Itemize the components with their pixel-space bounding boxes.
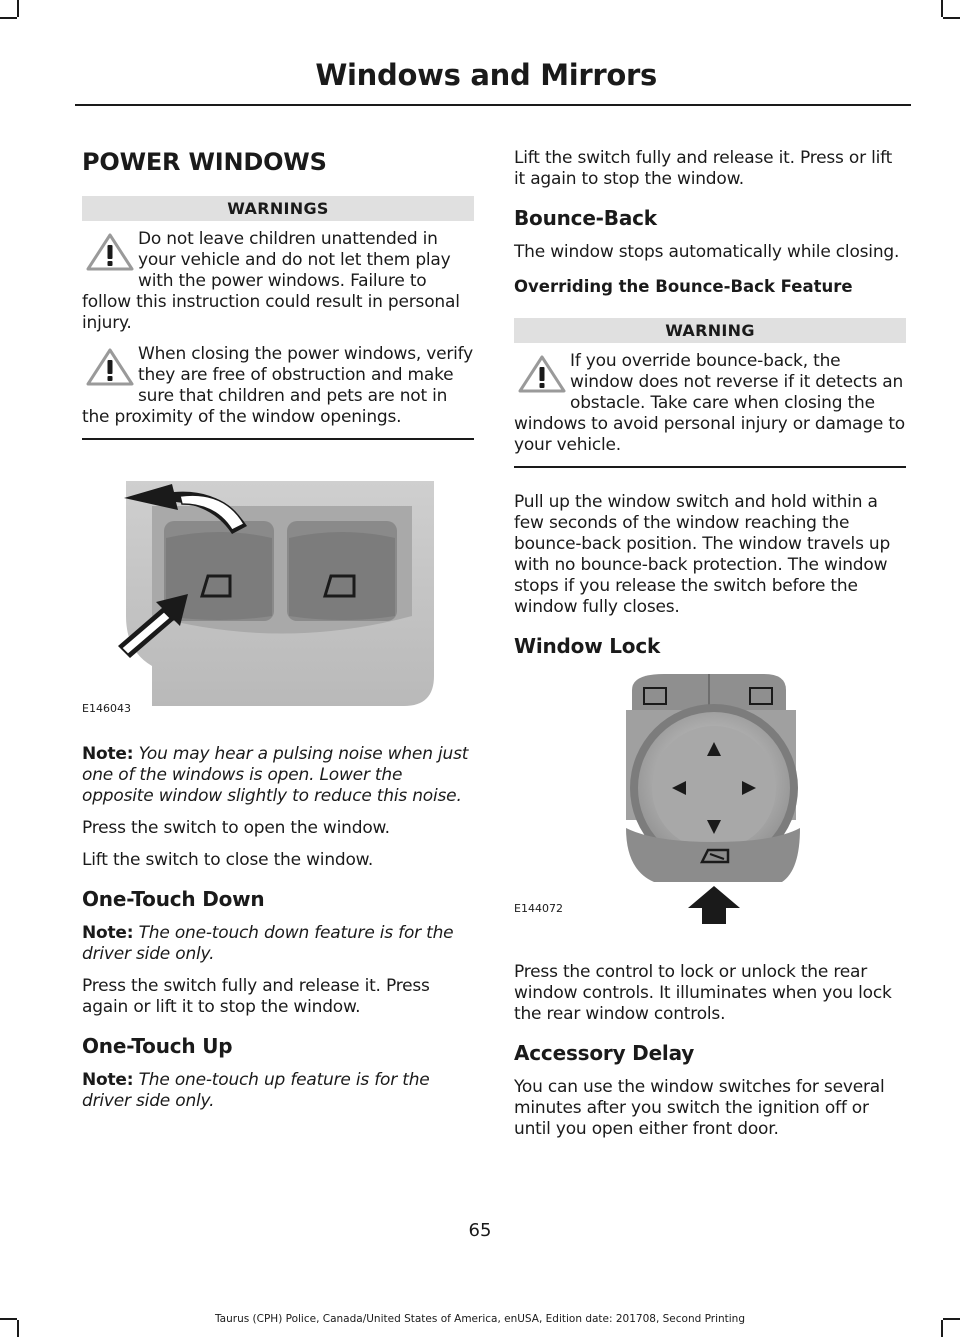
window-lock-illustration [514, 670, 906, 950]
subheading-override-bounce-back: Overriding the Bounce-Back Feature [514, 277, 853, 296]
page-header-title: Windows and Mirrors [315, 58, 657, 92]
right-column [514, 148, 906, 1151]
figure-code: E146043 [82, 701, 131, 715]
section-heading-power-windows: POWER WINDOWS [82, 148, 327, 176]
note-paragraph: Note: The one-touch up feature is for the driver side only. [82, 1069, 430, 1111]
window-switch-illustration [82, 466, 474, 728]
body-paragraph: Press the switch to open the window. [82, 817, 390, 838]
left-column [82, 140, 474, 1123]
crop-mark [941, 0, 943, 17]
subheading-bounce-back: Bounce-Back [514, 206, 657, 230]
subheading-window-lock: Window Lock [514, 633, 661, 658]
warning-item: Do not leave children unattended in your vehicle and do not let them play with the power windows. Failure to follow this instruction could result in personal injury. [82, 229, 460, 333]
body-paragraph: Lift the switch to close the window. [82, 849, 374, 870]
warning-divider [82, 438, 474, 440]
note-paragraph: Note: The one-touch down feature is for the driver side only. [82, 922, 454, 964]
crop-mark [17, 0, 19, 17]
page-footer: Taurus (CPH) Police, Canada/United States of America, enUSA, Edition date: 201708, Second Printing [215, 1313, 745, 1325]
body-paragraph: Press the control to lock or unlock the rear window controls. It illuminates when you lock the rear window controls. [514, 961, 892, 1024]
note-paragraph: Note: You may hear a pulsing noise when just one of the windows is open. Lower the opposite window slightly to reduce this noise. [82, 743, 469, 806]
warning-item: When closing the power windows, verify they are free of obstruction and make sure that children and pets are not in the proximity of the window openings. [82, 344, 474, 427]
page-number: 65 [468, 1220, 492, 1241]
warning-divider [514, 466, 906, 468]
body-paragraph: Pull up the window switch and hold within a few seconds of the window reaching the bounce-back position. The window travels up with no bounce-back protection. The window stops if you release the switch before the window fully closes. [514, 491, 891, 617]
figure-code: E144072 [514, 901, 563, 915]
body-paragraph: Press the switch fully and release it. Press again or lift it to stop the window. [82, 975, 430, 1017]
warning-banner: WARNING [514, 318, 906, 343]
subheading-one-touch-up: One-Touch Up [82, 1033, 233, 1058]
door-control-panel-image [514, 670, 906, 940]
subheading-accessory-delay: Accessory Delay [514, 1040, 695, 1065]
crop-mark [943, 17, 960, 19]
warning-item: If you override bounce-back, the window does not reverse if it detects an obstacle. Take care when closing the windows to avoid personal injury or damage to your vehicle. [514, 351, 905, 455]
header-divider [75, 104, 911, 106]
crop-mark [0, 17, 17, 19]
warnings-banner: WARNINGS [82, 196, 474, 221]
subheading-one-touch-down: One-Touch Down [82, 886, 265, 911]
warning-triangle-icon [514, 353, 570, 397]
body-paragraph: The window stops automatically while closing. [514, 242, 900, 262]
warning-triangle-icon [82, 231, 138, 275]
body-paragraph: You can use the window switches for several minutes after you switch the ignition off or until you open either front door. [514, 1076, 885, 1139]
warning-triangle-icon [82, 346, 138, 390]
rear-switch-panel-image [82, 466, 474, 716]
body-paragraph: Lift the switch fully and release it. Press or lift it again to stop the window. [514, 148, 893, 189]
